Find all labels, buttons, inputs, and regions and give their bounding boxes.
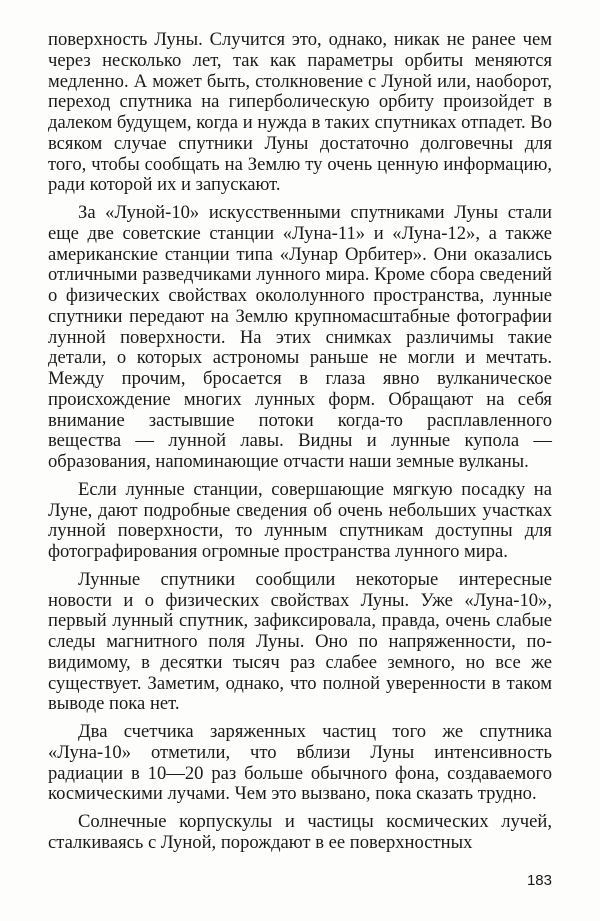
paragraph: Лунные спутники сообщили некоторые интересные новости и о физических свойствах Луны. Уже «Луна-10», первый лунный спутник, зафиксировала, правда, очень слабые следы магнитного поля Луны. Оно по напряженности, по-видимому, в десятки тысяч раз слабее земного, но все же существует. Заметим, однако, что полной уверенности в таком выводе пока нет. [48, 568, 552, 715]
paragraph: Если лунные станции, совершающие мягкую посадку на Луне, дают подробные сведения об очень небольших участках лунной поверхности, то лунным спутникам доступны для фотографирования огромные пространства лунного мира. [48, 478, 552, 562]
body-text [48, 30, 552, 861]
paragraph-continued: поверхность Луны. Случится это, однако, никак не ранее чем через несколько лет, так как параметры орбиты меняются медленно. А может быть, столкновение с Луной или, наоборот, переход спутника на гиперболическую орбиту произойдет в далеком будущем, когда и нужда в таких спутниках отпадет. Во всяком случае спутники Луны достаточно долговечны для того, чтобы сообщать на Землю ту очень ценную информацию, ради которой их и запускают. [48, 29, 552, 196]
paragraph: За «Луной-10» искусственными спутниками Луны стали еще две советские станции «Луна-11» и «Луна-12», а также американские станции типа «Лунар Орбитер». Они оказались отличными разведчиками лунного мира. Кроме сбора сведений о физических свойствах окололунного пространства, лунные спутники передают на Землю крупномасштабные фотографии лунной поверхности. На этих снимках различимы такие детали, о которых астрономы раньше не могли и мечтать. Между прочим, бросается в глаза явно вулканическое происхождение многих лунных форм. Обращают на себя внимание застывшие потоки когда-то расплавленного вещества — лунной лавы. Видны и лунные купола — образования, напоминающие отчасти наши земные вулканы. [48, 202, 552, 472]
paragraph: Два счетчика заряженных частиц того же спутника «Луна-10» отметили, что вблизи Луны интенсивность радиации в 10—20 раз больше обычного фона, создаваемого космическими лучами. Чем это вызвано, пока сказать трудно. [48, 721, 552, 805]
page-number: 183 [526, 872, 552, 889]
paragraph: Солнечные корпускулы и частицы космических лучей, сталкиваясь с Луной, порождают в ее поверхностных [48, 811, 552, 853]
